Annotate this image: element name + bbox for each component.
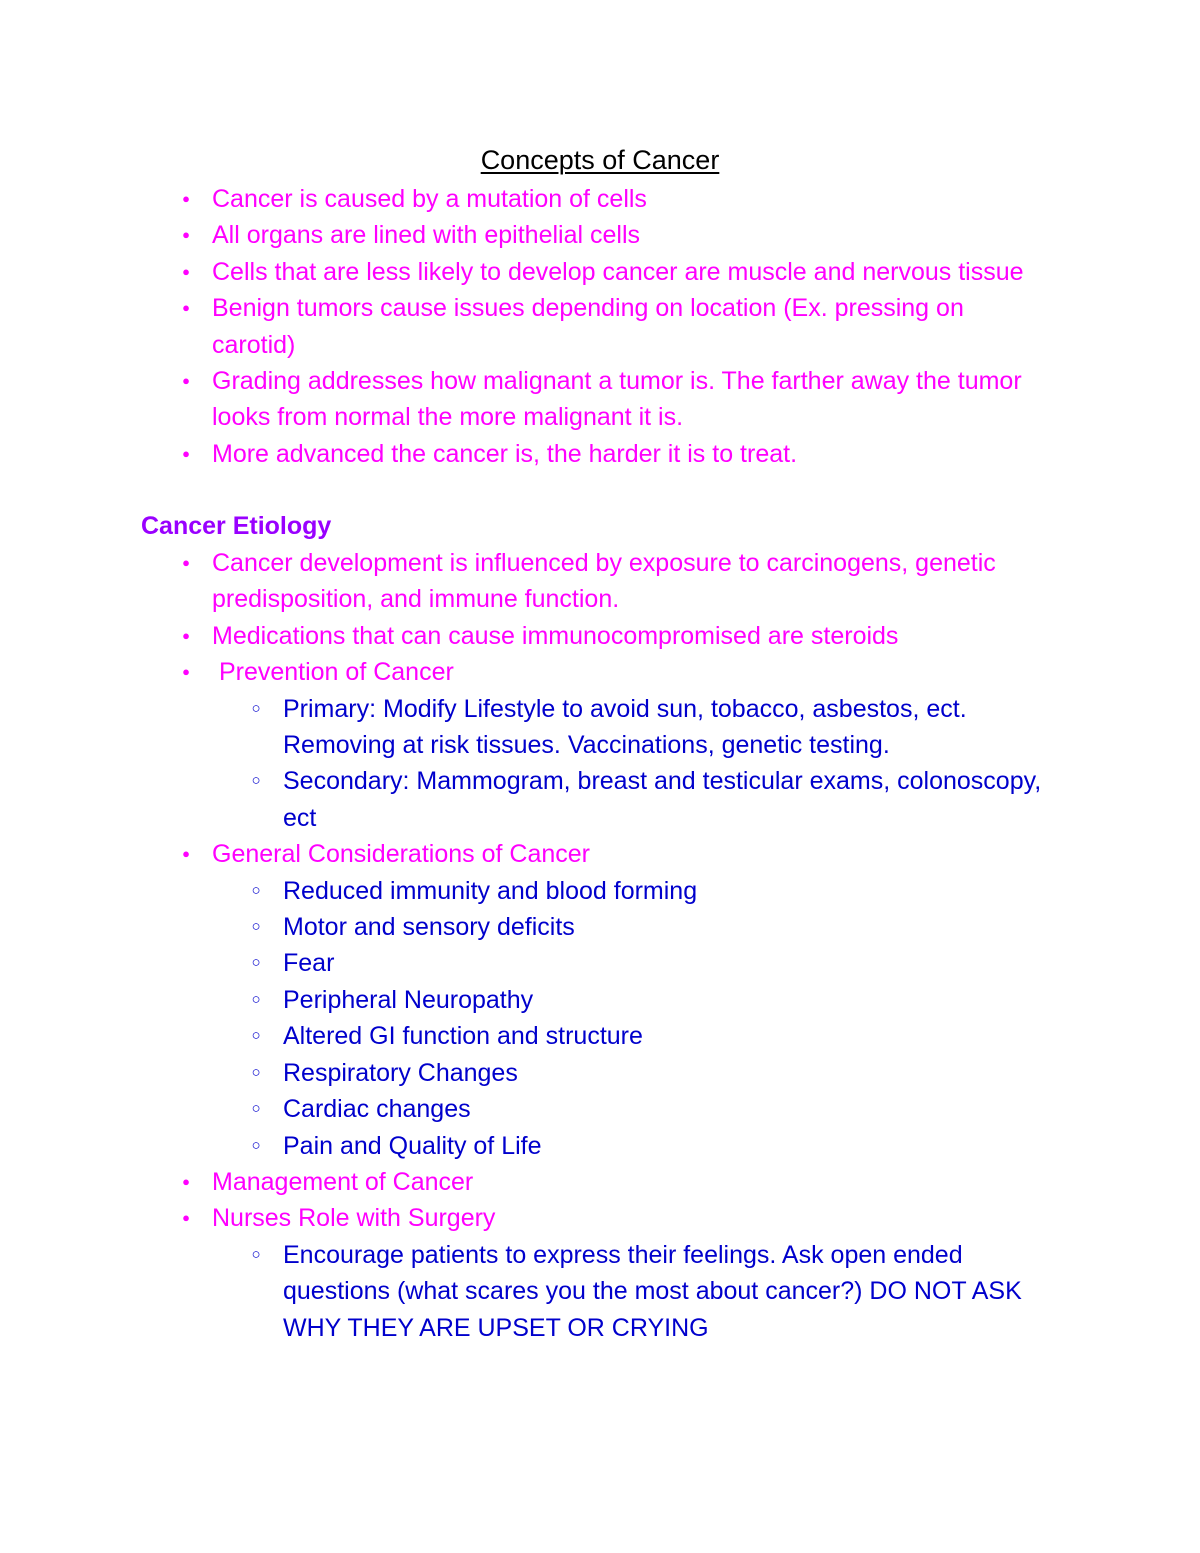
list-item	[0, 654, 1052, 690]
list-item-text: General Considerations of Cancer	[212, 840, 590, 869]
sub-list-item-text: Fear	[283, 949, 335, 978]
bullet-icon: ●	[182, 191, 190, 206]
list-item-text: Management of Cancer	[212, 1167, 474, 1196]
sub-list-item-text: Encourage patients to express their feelings. Ask open ended questions (what scares you the most about cancer?) DO NOT ASK WHY THEY ARE UPSET OR CRYING	[283, 1240, 1022, 1342]
sub-list-item-text: Respiratory Changes	[283, 1058, 518, 1087]
sub-list-item	[0, 1055, 1053, 1091]
sub-list-item	[0, 1018, 1053, 1054]
sub-list-item-text: Reduced immunity and blood forming	[283, 876, 698, 905]
hollow-bullet-icon: ○	[251, 699, 261, 717]
hollow-bullet-icon: ○	[251, 1136, 261, 1154]
sub-list-item-text: Secondary: Mammogram, breast and testicular exams, colonoscopy, ect	[283, 767, 1042, 832]
hollow-bullet-icon: ○	[251, 881, 261, 899]
bullet-icon: ●	[182, 300, 190, 316]
bullet-icon: ●	[182, 1173, 190, 1189]
sub-list-item	[0, 1128, 1053, 1164]
sub-list-item	[0, 1091, 1053, 1127]
list-item-text: Cancer development is influenced by exposure to carcinogens, genetic predisposition, and immune function.	[212, 549, 996, 614]
sub-list-item	[0, 982, 1053, 1018]
bullet-icon: ●	[182, 627, 190, 643]
sub-list-item-text: Pain and Quality of Life	[283, 1131, 542, 1160]
list-item	[0, 217, 1052, 253]
list-item-text: Medications that can cause immunocompromised are steroids	[212, 621, 899, 650]
document-title	[0, 143, 1200, 177]
list-item	[0, 254, 1052, 290]
bullet-icon: ●	[182, 1210, 190, 1226]
list-item	[0, 545, 1052, 618]
hollow-bullet-icon: ○	[251, 772, 261, 790]
list-item-text: Benign tumors cause issues depending on location (Ex. pressing on carotid)	[212, 294, 964, 359]
list-item	[0, 290, 1052, 363]
sub-list-item-text: Primary: Modify Lifestyle to avoid sun, tobacco, asbestos, ect. Removing at risk tissues. Vaccinations, genetic testing.	[283, 694, 967, 760]
list-item	[0, 836, 1052, 872]
list-item-text: Cancer is caused by a mutation of cells	[212, 185, 647, 213]
list-item-text: All organs are lined with epithelial cells	[212, 221, 641, 250]
list-item-text: Grading addresses how malignant a tumor is. The farther away the tumor looks from normal the more malignant it is.	[212, 367, 1022, 432]
sub-list-item-text: Cardiac changes	[283, 1095, 471, 1124]
sub-list-item	[0, 945, 1053, 981]
hollow-bullet-icon: ○	[251, 1245, 261, 1263]
intro-bullet-list	[0, 181, 1052, 472]
list-item	[0, 1200, 1052, 1236]
list-item-text: Cells that are less likely to develop cancer are muscle and nervous tissue	[212, 257, 1024, 286]
list-item	[0, 181, 1052, 217]
hollow-bullet-icon: ○	[251, 990, 261, 1008]
bullet-icon: ●	[182, 263, 190, 279]
list-item	[0, 618, 1052, 654]
bullet-icon: ●	[182, 555, 190, 570]
list-item-text: Nurses Role with Surgery	[212, 1204, 496, 1233]
sub-list-item-text: Motor and sensory deficits	[283, 913, 575, 942]
bullet-icon: ●	[182, 445, 190, 461]
sub-list-item	[0, 909, 1053, 945]
bullet-icon: ●	[182, 373, 190, 389]
sub-list-item	[0, 691, 1053, 764]
sub-list-item-text: Altered GI function and structure	[283, 1022, 643, 1051]
list-item-text: Prevention of Cancer	[212, 658, 454, 687]
bullet-icon: ●	[182, 664, 190, 680]
hollow-bullet-icon: ○	[251, 918, 261, 936]
sub-list-item-text: Peripheral Neuropathy	[283, 985, 534, 1014]
bullet-icon: ●	[182, 846, 190, 862]
list-item-text: More advanced the cancer is, the harder it is to treat.	[212, 439, 798, 468]
list-item	[0, 1164, 1052, 1200]
sub-list-item	[0, 873, 1053, 909]
sub-list-item	[0, 1237, 1053, 1346]
etiology-bullet-list	[0, 545, 1053, 1346]
hollow-bullet-icon: ○	[251, 1100, 261, 1118]
hollow-bullet-icon: ○	[251, 1063, 261, 1081]
hollow-bullet-icon: ○	[251, 954, 261, 972]
list-item	[0, 363, 1052, 436]
document-title-text: Concepts of Cancer	[480, 145, 720, 175]
hollow-bullet-icon: ○	[251, 1027, 261, 1045]
section-heading-cancer-etiology: Cancer Etiology	[141, 512, 332, 540]
sub-list-item	[0, 763, 1053, 836]
bullet-icon: ●	[182, 227, 190, 243]
list-item	[0, 436, 1052, 472]
